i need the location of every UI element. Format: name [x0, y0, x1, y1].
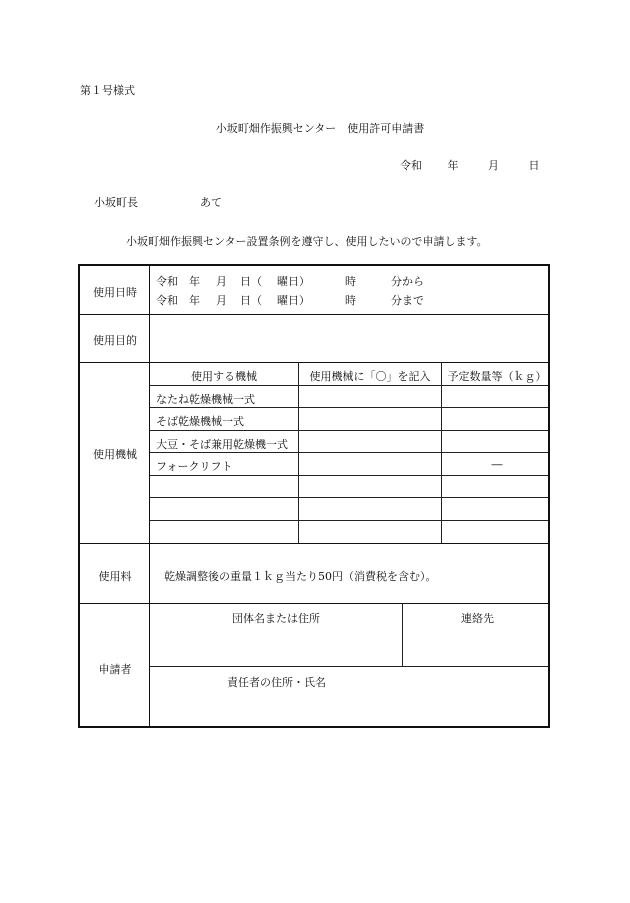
- date-year: 年: [447, 159, 459, 172]
- column-header-quantity: 予定数量等（ｋｇ）: [447, 370, 547, 383]
- addressee: [94, 194, 222, 210]
- to-year: 年: [189, 294, 200, 307]
- addressee-name: 小坂町長: [94, 196, 138, 209]
- machine-name: 大豆・そば兼用乾燥機一式: [156, 438, 288, 451]
- to-minute: 分まで: [391, 294, 424, 307]
- machine-name: なたね乾燥機械一式: [156, 393, 255, 406]
- machinery-label: 使用機械: [93, 448, 137, 461]
- to-month: 月: [216, 294, 227, 307]
- machine-name: そば乾燥機械一式: [156, 415, 244, 428]
- from-day: 日（: [240, 275, 262, 288]
- date-line: [400, 157, 540, 173]
- machine-name: フォークリフト: [156, 460, 233, 473]
- application-statement: 小坂町畑作振興センター設置条例を遵守し、使用したいので申請します。: [126, 235, 488, 248]
- date-month: 月: [488, 159, 499, 172]
- column-header-machine: 使用する機械: [191, 370, 257, 383]
- from-month: 月: [216, 275, 227, 288]
- page-title: 小坂町畑作振興センター 使用許可申請書: [215, 122, 425, 135]
- column-header-mark: 使用機械に「〇」を記入: [309, 370, 431, 383]
- fee-label: 使用料: [98, 570, 132, 583]
- to-day: 日（: [240, 294, 262, 307]
- org-address-label: 団体名または住所: [232, 612, 320, 625]
- purpose-label: 使用目的: [93, 334, 137, 347]
- form-number: 第１号様式: [80, 84, 135, 97]
- addressee-suffix: あて: [200, 196, 222, 209]
- from-minute: 分から: [391, 275, 424, 288]
- to-era: 令和: [156, 294, 178, 307]
- application-form-table: [78, 264, 550, 728]
- usage-datetime-label: 使用日時: [93, 286, 137, 299]
- from-weekday: 曜日）: [277, 275, 310, 288]
- machine-quantity: ―: [491, 458, 503, 471]
- from-hour: 時: [345, 275, 356, 288]
- purpose-field[interactable]: [156, 326, 541, 356]
- responsible-person-label: 責任者の住所・氏名: [227, 676, 326, 689]
- applicant-label: 申請者: [98, 663, 132, 676]
- from-era: 令和: [156, 275, 178, 288]
- date-day: 日: [528, 159, 540, 172]
- contact-label: 連絡先: [461, 612, 494, 625]
- to-weekday: 曜日）: [277, 294, 310, 307]
- from-year: 年: [189, 275, 200, 288]
- to-hour: 時: [345, 294, 356, 307]
- fee-text: 乾燥調整後の重量１ｋｇ当たり50円（消費税を含む）。: [164, 570, 437, 583]
- date-era: 令和: [400, 159, 422, 172]
